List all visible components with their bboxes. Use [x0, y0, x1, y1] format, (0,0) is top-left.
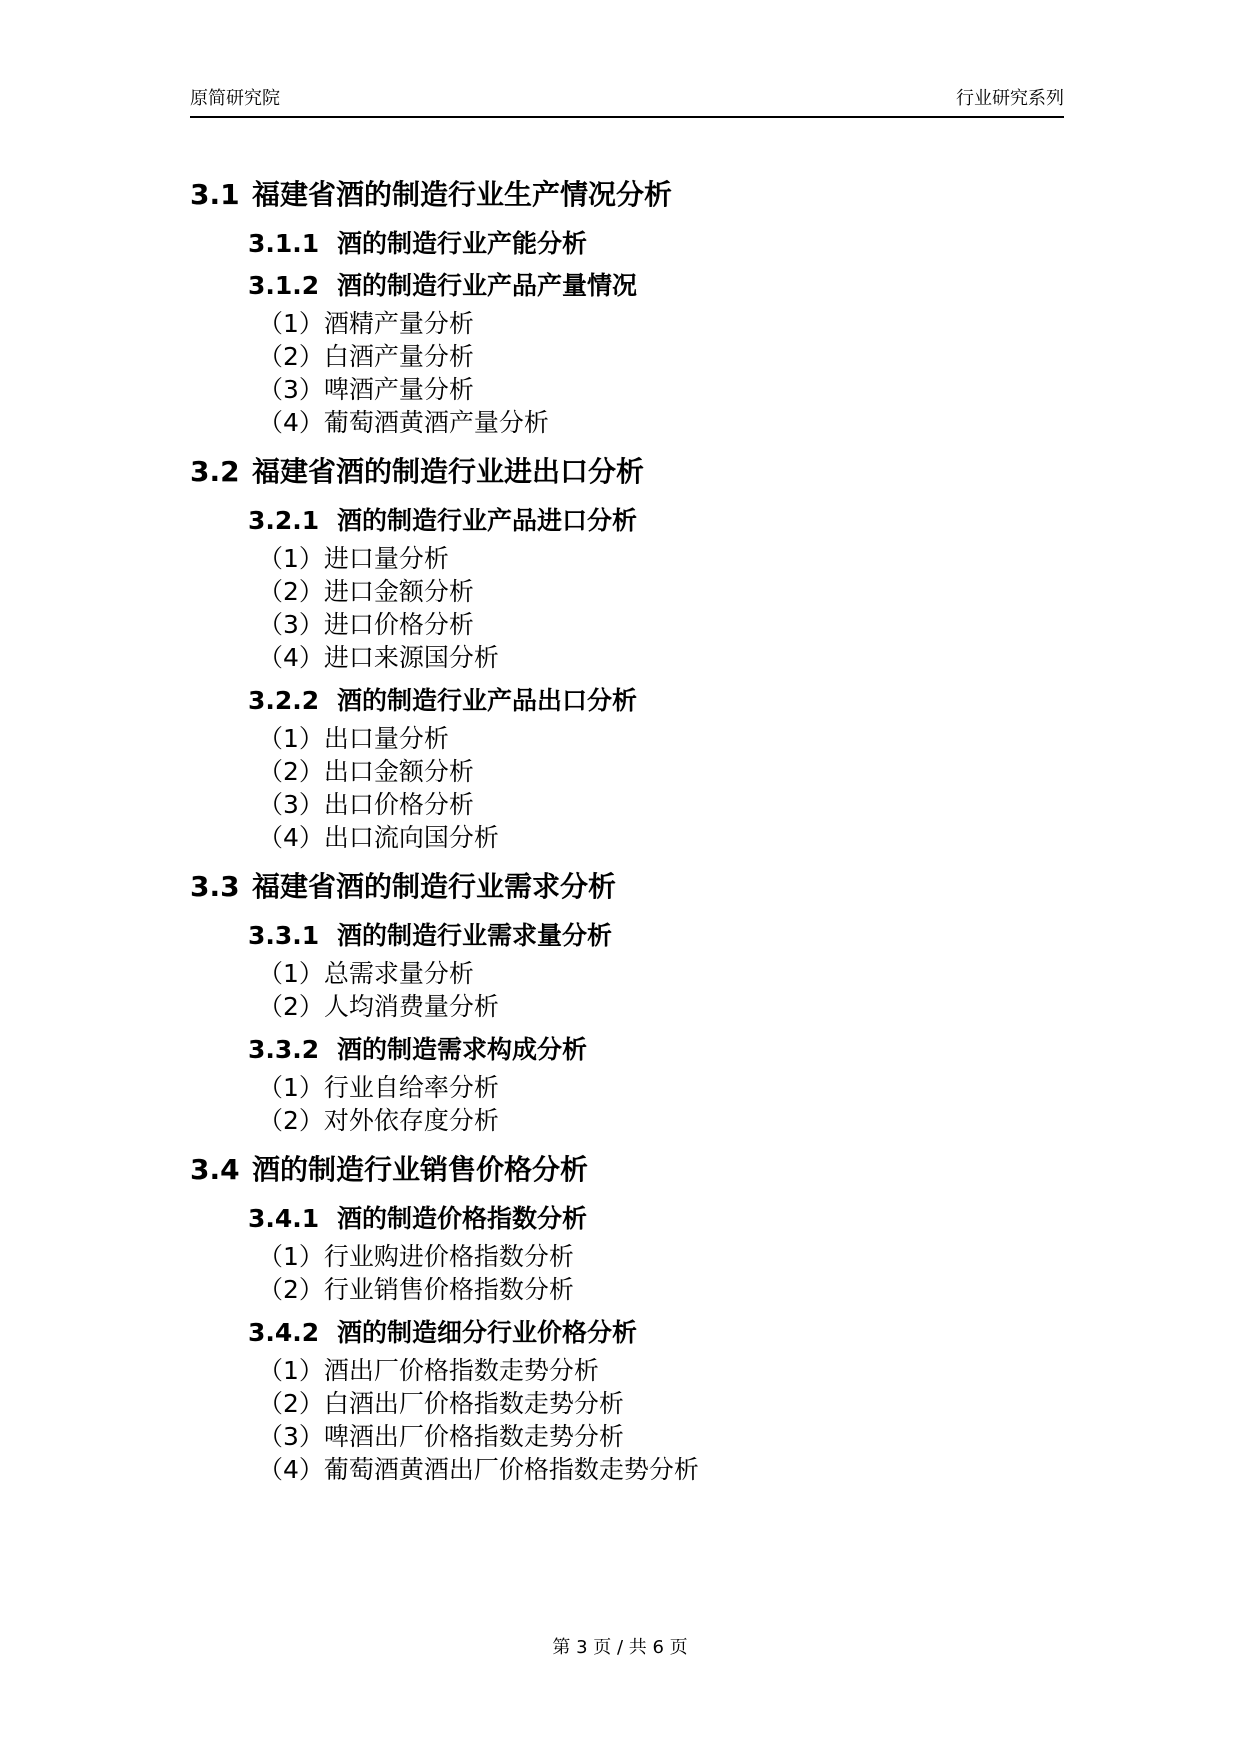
subsection-number: 3.2.1 — [248, 506, 320, 535]
toc-item: （3）啤酒出厂价格指数走势分析 — [258, 1422, 624, 1451]
table-of-contents — [190, 178, 1064, 1486]
subsection-number: 3.4.2 — [248, 1318, 320, 1347]
section-title: 福建省酒的制造行业进出口分析 — [252, 455, 645, 488]
toc-item: （1）行业自给率分析 — [258, 1073, 499, 1102]
toc-item: （2）行业销售价格指数分析 — [258, 1275, 574, 1304]
subsection-title: 酒的制造行业产品产量情况 — [337, 271, 638, 300]
toc-subsection-heading — [248, 1204, 1064, 1234]
toc-item: （4）葡萄酒黄酒出厂价格指数走势分析 — [258, 1455, 699, 1484]
toc-subsection-heading — [248, 1318, 1064, 1348]
toc-item: （4）葡萄酒黄酒产量分析 — [258, 408, 549, 437]
toc-subsection-heading — [248, 686, 1064, 716]
toc-item: （3）进口价格分析 — [258, 610, 474, 639]
toc-item: （2）出口金额分析 — [258, 757, 474, 786]
toc-item: （2）人均消费量分析 — [258, 992, 499, 1021]
subsection-title: 酒的制造细分行业价格分析 — [337, 1318, 638, 1347]
section-number: 3.3 — [190, 870, 240, 903]
toc-section-heading — [190, 1153, 1064, 1187]
toc-item: （2）对外依存度分析 — [258, 1106, 499, 1135]
toc-subsection-heading — [248, 921, 1064, 951]
toc-item: （1）行业购进价格指数分析 — [258, 1242, 574, 1271]
subsection-number: 3.3.1 — [248, 921, 320, 950]
subsection-number: 3.4.1 — [248, 1204, 320, 1233]
page-footer: 第 3 页 / 共 6 页 — [552, 1637, 688, 1658]
subsection-number: 3.2.2 — [248, 686, 320, 715]
subsection-number: 3.1.1 — [248, 229, 320, 258]
toc-item: （2）进口金额分析 — [258, 577, 474, 606]
header-series-name: 行业研究系列 — [956, 88, 1064, 109]
subsection-number: 3.3.2 — [248, 1035, 320, 1064]
toc-item: （3）出口价格分析 — [258, 790, 474, 819]
toc-item: （1）酒精产量分析 — [258, 309, 474, 338]
page-header — [190, 86, 1064, 118]
section-title: 福建省酒的制造行业生产情况分析 — [252, 178, 673, 211]
subsection-title: 酒的制造价格指数分析 — [337, 1204, 588, 1233]
toc-section-heading — [190, 178, 1064, 212]
toc-item: （4）进口来源国分析 — [258, 643, 499, 672]
toc-item: （2）白酒产量分析 — [258, 342, 474, 371]
subsection-title: 酒的制造行业产品出口分析 — [337, 686, 638, 715]
section-number: 3.2 — [190, 455, 240, 488]
header-org-name: 原简研究院 — [190, 88, 280, 109]
toc-item: （4）出口流向国分析 — [258, 823, 499, 852]
toc-item: （1）进口量分析 — [258, 544, 449, 573]
toc-item: （1）酒出厂价格指数走势分析 — [258, 1356, 599, 1385]
section-number: 3.1 — [190, 178, 240, 211]
toc-item: （2）白酒出厂价格指数走势分析 — [258, 1389, 624, 1418]
section-number: 3.4 — [190, 1153, 240, 1186]
toc-item: （1）出口量分析 — [258, 724, 449, 753]
toc-subsection-heading — [248, 1035, 1064, 1065]
section-title: 酒的制造行业销售价格分析 — [252, 1153, 589, 1186]
toc-section-heading — [190, 455, 1064, 489]
toc-subsection-heading — [248, 271, 1064, 301]
toc-subsection-heading — [248, 506, 1064, 536]
subsection-title: 酒的制造行业需求量分析 — [337, 921, 613, 950]
subsection-title: 酒的制造行业产品进口分析 — [337, 506, 638, 535]
subsection-number: 3.1.2 — [248, 271, 320, 300]
toc-item: （1）总需求量分析 — [258, 959, 474, 988]
subsection-title: 酒的制造需求构成分析 — [337, 1035, 588, 1064]
section-title: 福建省酒的制造行业需求分析 — [252, 870, 617, 903]
toc-item: （3）啤酒产量分析 — [258, 375, 474, 404]
toc-section-heading — [190, 870, 1064, 904]
toc-subsection-heading — [248, 229, 1064, 259]
subsection-title: 酒的制造行业产能分析 — [337, 229, 588, 258]
